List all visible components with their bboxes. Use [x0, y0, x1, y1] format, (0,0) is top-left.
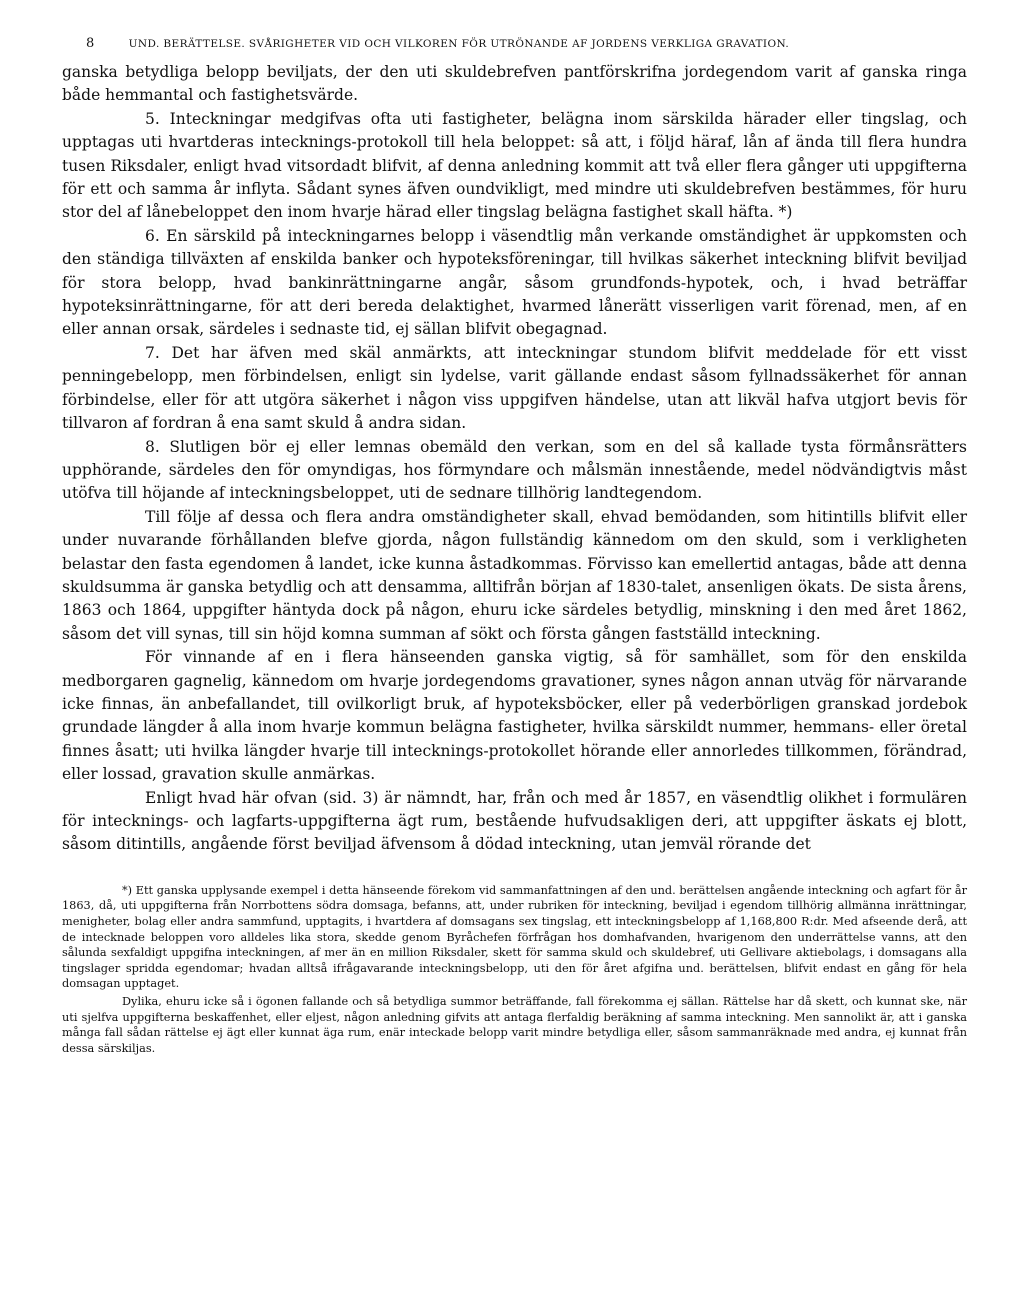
footnote: *) Ett ganska upplysande exempel i detta hänseende förekom vid sammanfattningen af den und. berättelsen angående inteckning och agfart för år 1863, då, uti uppgifterna från Norrbottens södra domsaga, befanns, att, under rubriken för inteckning, beviljad i egendom tillhörig allmänna inrättningar, menigheter, bolag eller andra sammfund, upptagits, i hvartdera af domsagans sex tingslag, ett inteckningsbelopp af 1,168,800 R:dr. Med afseende derå, att de intecknade beloppen voro alldeles lika stora, skedde genom Byråchefen förfrågan hos domhafvanden, hvarigenom den underrättelse vanns, att den sålunda sexfaldigt uppgifna inteckningen, af mer än en million Riksdaler, skett för samma skuld och skuldebref, uti Gellivare aktiebolags, i domsagans alla tingslager spridda egendomar; hvadan alltså ifrågavarande inteckningsbelopp, uti den för året afgifna und. berättelsen, blifvit endast en gång för hela domsagan upptaget.	[62, 883, 967, 991]
footnotes	[62, 883, 967, 1057]
paragraph-continued: ganska betydliga belopp beviljats, der den uti skuldebrefven pantförskrifna jordegendom varit af ganska ringa både hemmantal och fastighetsvärde.	[62, 63, 967, 105]
footnote-continuation: Dylika, ehuru icke så i ögonen fallande och så betydliga summor beträffande, fall förekomma ej sällan. Rättelse har då skett, och kunnat ske, när uti sjelfva uppgifterna beskaffenhet, eller eljest, någon anledning gifvits att antaga flerfaldig beräkning af samma inteckning. Men sannolikt är, att i ganska många fall sådan rättelse ej ägt eller kunnat äga rum, enär inteckade belopp varit mindre betydliga eller, såsom sammanräknade med andra, ej kunnat från dessa särskiljas.	[62, 994, 967, 1055]
running-head	[86, 36, 967, 51]
paragraph-conclusion: Till följe af dessa och flera andra omständigheter skall, ehvad bemödanden, som hitintills blifvit eller under nuvarande förhållanden blefve gjorda, någon fullständig kännedom om den skuld, som i verkligheten belastar den fasta egendomen å landet, icke kunna åstadkommas. Förvisso kan emellertid antagas, både att denna skuldsumma är ganska betydlig och att densamma, alltifrån början af 1830-talet, ansenligen ökats. De sista årens, 1863 och 1864, uppgifter häntyda dock på någon, ehuru icke särdeles betydlig, minskning i den med året 1862, såsom det vill synas, till sin höjd komna summan af sökt och första gången fastställd inteckning.	[62, 507, 967, 643]
paragraph-recommendation: För vinnande af en i flera hänseenden ganska vigtig, så för samhället, som för den enskilda medborgaren gagnelig, kännedom om hvarje jordegendoms gravationer, synes någon annan utväg för närvarande icke finnas, än anbefallandet, till ovilkorligt bruk, af hypoteksböcker, eller på vederbörligen granskad jordebok grundade längder å alla inom hvarje kommun belägna fastigheter, hvilka särskildt nummer, hemmans- eller öretal finnes åsatt; uti hvilka längder hvarje till intecknings-protokollet hörande eller annorledes tillkommen, förändrad, eller lossad, gravation skulle anmärkas.	[62, 648, 967, 784]
paragraph-8: 8. Slutligen bör ej eller lemnas obemäld den verkan, som en del så kallade tysta förmånsrätters upphörande, särdeles den för omyndigas, hos förmyndare och målsmän innestående, medel nödvändigtvis måst utöfva till höjande af inteckningsbeloppet, uti de sednare tillhörig landtegendom.	[62, 437, 967, 503]
body-text	[62, 61, 967, 857]
document-page	[62, 36, 967, 1056]
page-number: 8	[86, 36, 95, 51]
paragraph-6: 6. En särskild på inteckningarnes belopp i väsendtlig mån verkande omständighet är uppkomsten och den ständiga tillväxten af enskilda banker och hypoteksföreningar, till hvilkas säkerhet inteckning blifvit beviljad för stora belopp, hvad bankinrättningarne angår, såsom grundfonds-hypotek, och, i hvad beträffar hypoteksinrättningarne, för att deri bereda delaktighet, hvarmed lånerätt visserligen varit förenad, men, af en eller annan orsak, särdeles i sednaste tid, ej sällan blifvit obegagnad.	[62, 226, 967, 339]
paragraph-7: 7. Det har äfven med skäl anmärkts, att inteckningar stundom blifvit meddelade för ett visst penningebelopp, men förbindelsen, enligt sin lydelse, varit gällande endast såsom fyllnadssäkerhet för annan förbindelse, eller för att utgöra säkerhet i någon viss uppgifven händelse, utan att likväl hafva utgjort bevis för tillvaron af fordran å ena samt skuld å andra sidan.	[62, 343, 967, 433]
running-title: UND. BERÄTTELSE. SVÅRIGHETER VID OCH VILKOREN FÖR UTRÖNANDE AF JORDENS VERKLIGA GRAVATION.	[128, 38, 790, 50]
paragraph-forms: Enligt hvad här ofvan (sid. 3) är nämndt, har, från och med år 1857, en väsendtlig olikhet i formulären för intecknings- och lagfarts-uppgifterna ägt rum, bestående hufvudsakligen deri, att uppgifter äskats ej blott, såsom ditintills, angående först beviljad äfvensom å dödad inteckning, utan jemväl rörande det	[62, 788, 967, 854]
paragraph-5: 5. Inteckningar medgifvas ofta uti fastigheter, belägna inom särskilda härader eller tingslag, och upptagas uti hvartderas intecknings-protokoll till hela beloppet: så att, i följd häraf, lån af ända till flera hundra tusen Riksdaler, enligt hvad vitsordadt blifvit, af denna anledning kommit att två eller flera gånger uti uppgifterna för ett och samma år inflyta. Sådant synes äfven oundvikligt, med mindre uti skuldebrefven bestämmes, för huru stor del af lånebeloppet den inom hvarje härad eller tingslag belägna fastighet skall häfta. *)	[62, 109, 967, 222]
